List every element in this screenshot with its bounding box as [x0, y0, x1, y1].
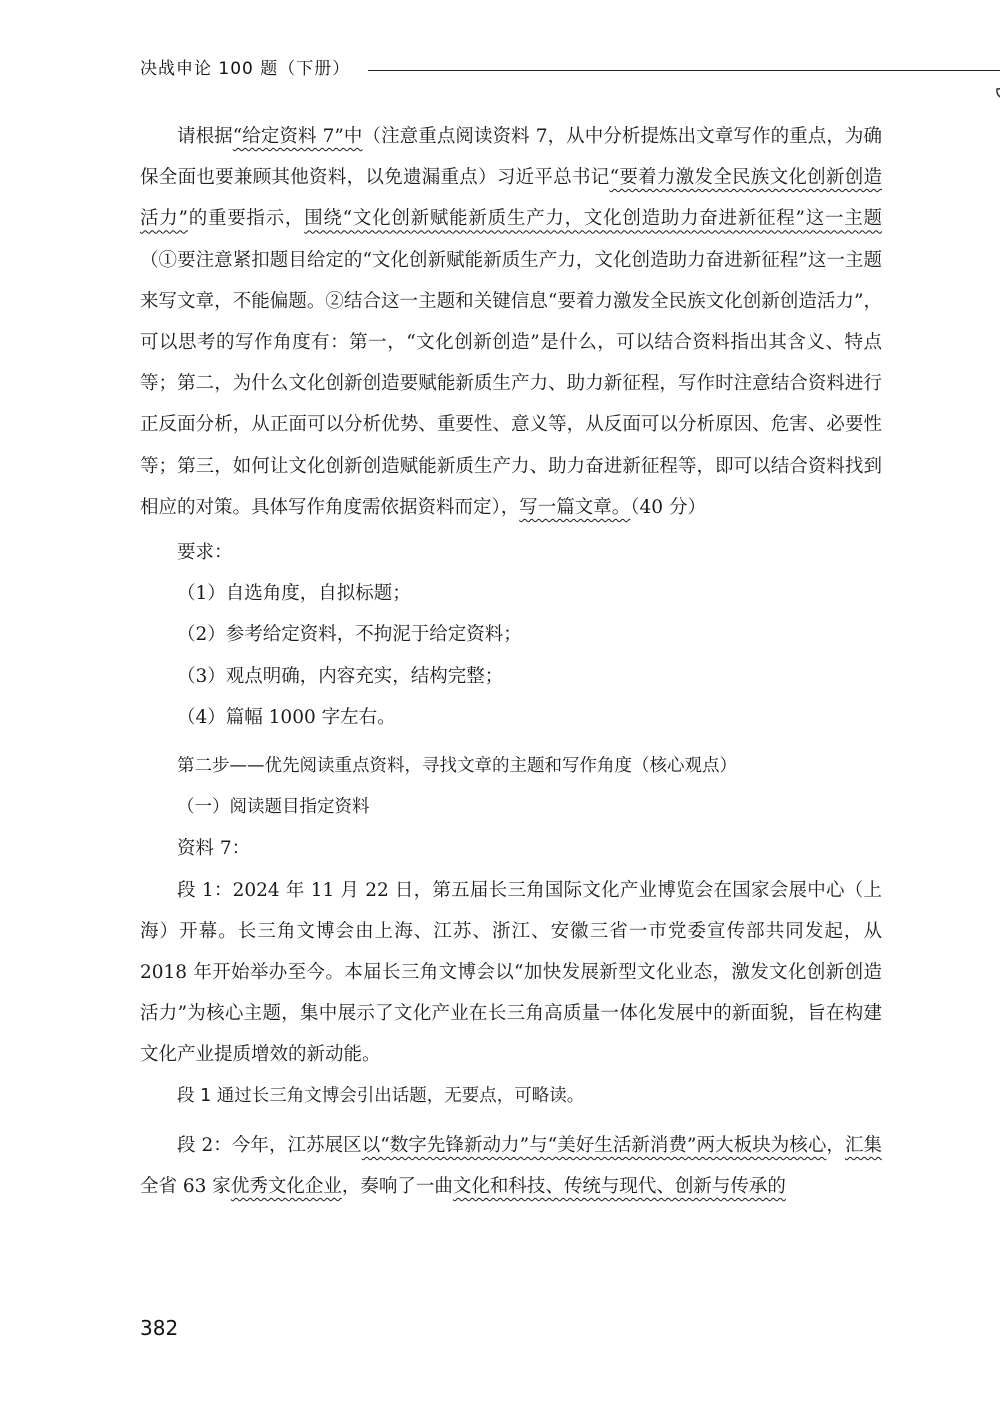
requirement-item: （4）篇幅 1000 字左右。: [177, 706, 396, 728]
material-label: 资料 7：: [177, 838, 251, 860]
para2-part-emphasis: 优秀文化企业: [230, 1176, 342, 1198]
question-part: 请根据: [177, 126, 233, 147]
requirement-item: （1）自选角度，自拟标题；: [177, 583, 411, 605]
para2-part: ，奏响了一曲: [341, 1176, 453, 1198]
question-part: （①要注意紧扣题目给定的“文化创新赋能新质生产力，文化创造助力奋进新征程”这一主题来写文章，不能偏题。②结合这一主题和关键信息“要着力激发全民族文化创新创造活力”，可以思考的写作角度有：第一，“文化创新创造”是什么，可以结合资料指出其含义、特点等；第二，为什么文化创新创造要赋能新质生产力、助力新征程，写作时注意结合资料进行正反面分析，从正面可以分析优势、重要性、意义等，从反面可以分析原因、危害、必要性等；第三，如何让文化创新创造赋能新质生产力、助力奋进新征程等，即可以结合资料找到相应的对策。具体写作角度需依据资料而定），: [140, 249, 882, 518]
para2-part-emphasis: 文化和科技、传统与现代、创新与传承的: [452, 1176, 786, 1198]
material-paragraph-2: [140, 1125, 882, 1207]
question-part-emphasis: “要着力激发全民族文化创新创造活力”: [140, 167, 882, 230]
sprout-icon: [990, 80, 1000, 120]
requirement-item: （2）参考给定资料，不拘泥于给定资料；: [177, 624, 522, 646]
question-score: （40 分）: [630, 496, 706, 518]
header-rule: [368, 70, 1000, 71]
page-number: 382: [140, 1316, 179, 1340]
page-content: [140, 116, 882, 1207]
paragraph-1-note: 段 1 通过长三角文博会引出话题，无要点，可略读。: [177, 1085, 585, 1106]
running-header: [140, 48, 890, 88]
book-title: 决战申论 100 题（下册）: [140, 59, 351, 79]
para2-part: 全省 63 家: [140, 1176, 231, 1198]
para2-part-emphasis: 以“数字先锋新动力”与“美好生活新消费”两大板块为核心: [361, 1134, 827, 1156]
para2-part: ，: [826, 1134, 845, 1156]
question-paragraph: [140, 116, 882, 528]
material-paragraph-1: 段 1：2024 年 11 月 22 日，第五届长三角国际文化产业博览会在国家会展中心（上海）开幕。长三角文博会由上海、江苏、浙江、安徽三省一市党委宣传部共同发起，从 2018 年开始举办至今。本届长三角文博会以“加快发展新型文化业态，激发文化创新创造活力”为核心主题，集中展示了文化产业在长三角高质量一体化发展中的新面貌，旨在构建文化产业提质增效的新动能。: [140, 879, 882, 1066]
step2-subheading: （一）阅读题目指定资料: [177, 797, 370, 818]
para2-part: 段 2：今年，江苏展区: [177, 1134, 362, 1156]
para2-part-emphasis: 汇集: [844, 1134, 882, 1156]
step2-heading: 第二步——优先阅读重点资料，寻找文章的主题和写作角度（核心观点）: [177, 756, 737, 777]
question-part: （注意重点阅读资料 7，从中分析提炼出文章写作的重点，为确保全面也要兼顾其他资料，以免遗漏重点）习近平总书记: [140, 126, 882, 189]
requirement-item: （3）观点明确，内容充实，结构完整；: [177, 665, 504, 687]
question-part: 的重要指示，: [187, 208, 305, 230]
question-part-emphasis: “给定资料 7”中: [232, 126, 363, 147]
question-part-emphasis: 写一篇文章。: [519, 496, 631, 518]
requirements-label: 要求：: [177, 542, 233, 564]
question-part-emphasis: 围绕“文化创新赋能新质生产力，文化创造助力奋进新征程”这一主题: [304, 208, 882, 230]
